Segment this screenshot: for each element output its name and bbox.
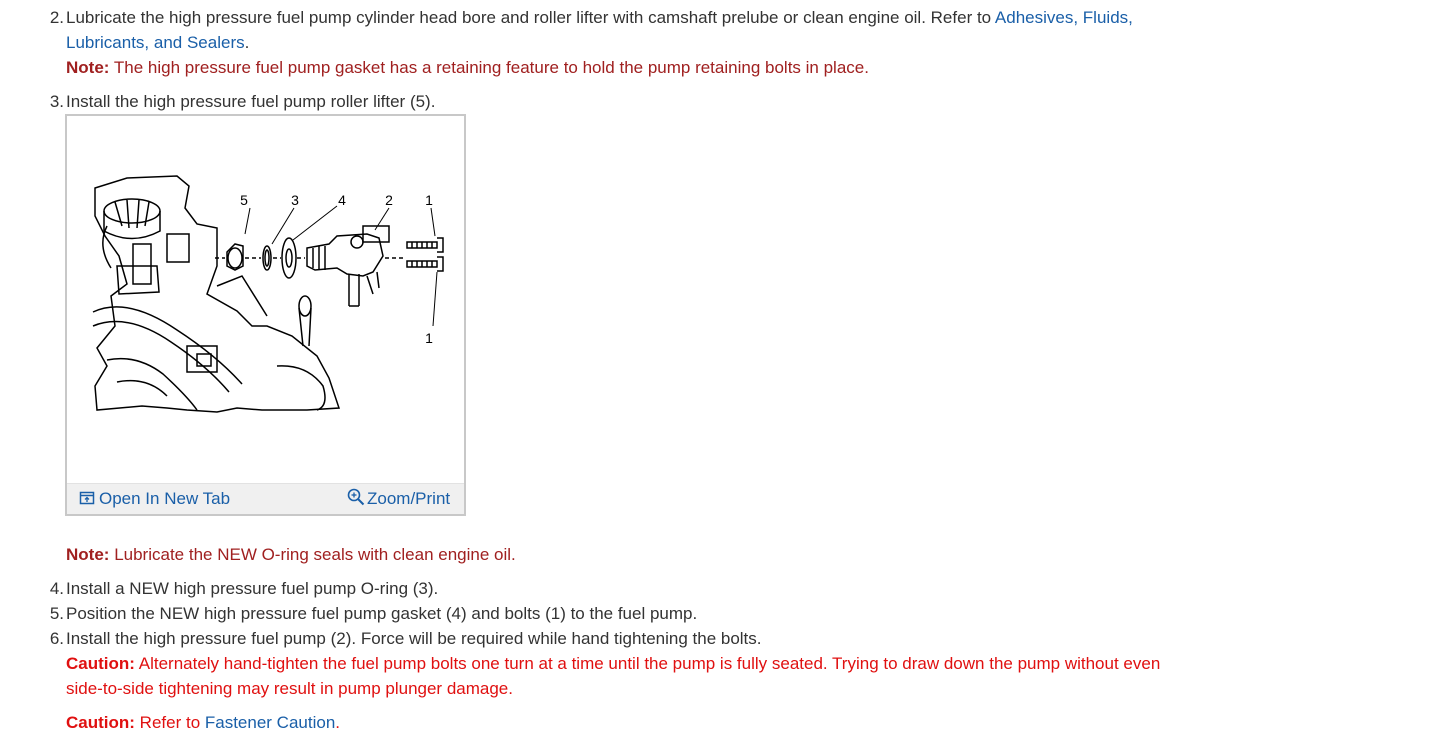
zoom-print-button[interactable] [347, 488, 450, 510]
note-label: Note: [66, 58, 110, 77]
fastener-caution-link[interactable]: Fastener Caution [204, 713, 336, 732]
note-oring [66, 542, 516, 567]
callout-pump: 2 [385, 192, 393, 208]
step-text: Install a NEW high pressure fuel pump O-ring (3). [66, 579, 439, 598]
caution-fastener [66, 710, 340, 735]
caution-label: Caution: [66, 713, 135, 732]
adhesives-link-part2[interactable]: Lubricants, and Sealers [66, 33, 245, 52]
caution-tightening [66, 651, 1160, 676]
note-gasket [66, 55, 869, 80]
step-text: Install the high pressure fuel pump (2). Force will be required while hand tightening the bolts. [66, 629, 762, 648]
open-new-tab-button[interactable] [79, 488, 230, 510]
step-number: 3. [49, 92, 64, 111]
caution-text: Alternately hand-tighten the fuel pump bolts one turn at a time until the pump is fully seated. Trying to draw down the pump without even [138, 654, 1161, 673]
adhesives-link-part1[interactable]: Adhesives, Fluids, [994, 8, 1133, 27]
callout-gasket: 4 [338, 192, 346, 208]
step-number: 6. [49, 629, 64, 648]
figure-toolbar [67, 483, 464, 514]
caution-text: Refer to [139, 713, 205, 732]
callout-roller-lifter: 5 [240, 192, 248, 208]
caution-label: Caution: [66, 654, 135, 673]
callout-bolt-upper: 1 [425, 192, 433, 208]
callout-o-ring: 3 [291, 192, 299, 208]
step-text: Install the high pressure fuel pump roller lifter (5). [66, 92, 436, 111]
open-new-tab-icon [79, 490, 95, 506]
figure-fuel-pump [65, 114, 466, 516]
note-label: Note: [66, 545, 110, 564]
note-text: Lubricate the NEW O-ring seals with clean engine oil. [114, 545, 516, 564]
zoom-in-icon [347, 488, 365, 506]
caution-text: side-to-side tightening may result in pump plunger damage. [66, 679, 513, 698]
step-text: Lubricate the high pressure fuel pump cylinder head bore and roller lifter with camshaft prelube or clean engine oil. Refer to [66, 8, 995, 27]
step-text: Position the NEW high pressure fuel pump gasket (4) and bolts (1) to the fuel pump. [66, 604, 698, 623]
fuel-pump-illustration [67, 116, 464, 484]
callout-bolt-lower: 1 [425, 330, 433, 346]
step-number: 4. [49, 579, 64, 598]
caution-tightening-line2 [66, 676, 513, 701]
step-number: 2. [49, 8, 64, 27]
step-text-end: . [244, 33, 250, 52]
caution-text-end: . [335, 713, 341, 732]
note-text: The high pressure fuel pump gasket has a retaining feature to hold the pump retaining bolts in place. [113, 58, 869, 77]
step-2-line2 [66, 30, 249, 55]
zoom-print-label: Zoom/Print [367, 489, 451, 508]
step-number: 5. [49, 604, 64, 623]
open-new-tab-label: Open In New Tab [99, 489, 231, 508]
